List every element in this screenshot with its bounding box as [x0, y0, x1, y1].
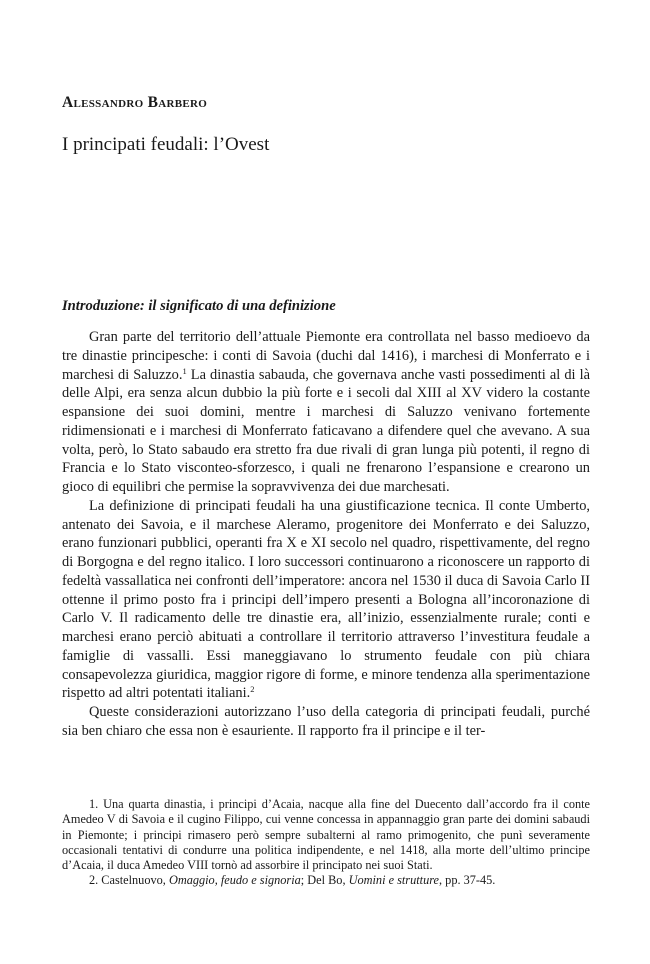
author-name: Alessandro Barbero — [62, 94, 208, 111]
footnote-ref-2: 2 — [250, 684, 255, 695]
footnote-2-title-2: Uomini e strutture — [348, 873, 440, 888]
paragraph-1-text-a: Gran parte del territorio dell’attuale Piemonte era controllata nel basso medioevo da tre dinastie principesche: i conti di Savoia (duchi dal 1416), i marchesi di Monferrato e i marchesi di Saluzzo. — [62, 329, 590, 383]
footnote-2-part-c: ; Del Bo, — [300, 873, 349, 888]
paragraph-3 — [62, 703, 590, 741]
footnote-2 — [62, 873, 590, 888]
body-text — [62, 328, 590, 741]
footnote-1: 1. Una quarta dinastia, i principi d’Acaia, nacque alla fine del Duecento dall’accordo fra il conte Amedeo V di Savoia e il cugino Filippo, cui venne concessa in appannaggio gran parte dei domini sabaudi in Piemonte; i principi rimasero però sempre subalterni al ramo primogenito, che punì severamente occasionali tentativi di condurre una politica indipendente, e nel 1418, alla morte dell’ultimo principe d’Acaia, il duca Amedeo VIII tornò ad assorbire il principato nei suoi Stati. — [62, 797, 590, 873]
paragraph-2-text-a: La definizione di principati feudali ha una giustificazione tecnica. Il conte Umberto, antenato dei Savoia, e il marchese Aleramo, progenitore dei Monferrato e dei Saluzzo, erano funzionari pubblici, operanti fra X e XI secolo nel quadro, rispettivamente, del regno di Borgogna e del regno italico. I loro successori continuarono a riconoscere un rapporto di fedeltà vassallatica nei confronti dell’imperatore: ancora nel 1530 il duca di Savoia Carlo II ottenne il primo posto fra i principi dell’impero presenti a Bologna all’incoronazione di Carlo V. Il radicamento delle tre dinastie era, all’inizio, essenzialmente rurale; conti e marchesi erano perciò abituati a controllare il territorio attraverso l’investitura feudale a famiglie di vassalli. Essi maneggiavano lo strumento feudale con più chiara consapevolezza giuridica, maggior rigore di forme, e minore tendenza alla sperimentazione rispetto ad altri potentati italiani. — [62, 497, 590, 702]
footnote-ref-1: 1 — [182, 365, 187, 376]
paragraph-3-text: Queste considerazioni autorizzano l’uso della categoria di principati feudali, purché sia ben chiaro che essa non è esauriente. Il rapporto fra il principe e il ter- — [62, 704, 590, 739]
chapter-title: I principati feudali: l’Ovest — [62, 134, 270, 155]
footnote-2-part-e: , pp. 37-45. — [439, 873, 496, 888]
footnote-2-part-a: 2. Castelnuovo, — [89, 873, 169, 888]
paragraph-1 — [62, 328, 590, 497]
paragraph-2 — [62, 497, 590, 703]
paragraph-1-text-b: La dinastia sabauda, che governava anche vasti possedimenti al di là delle Alpi, era senza alcun dubbio la più forte e i secoli dal XIII al XV videro la costante espansione dei suoi domini, mentre i marchesi di Saluzzo venivano fortemente ridimensionati e i marchesi di Monferrato faticavano a difendere quel che avevano. A sua volta, però, lo Stato sabaudo era stretto fra due rivali di gran lunga più potenti, il regno di Francia e lo Stato viscontеo-sforzesco, i quali ne frenarono l’espansione e crearono un gioco di equilibri che permise la sopravvivenza dei due marchesati. — [62, 366, 591, 495]
footnotes — [62, 797, 590, 889]
section-heading: Introduzione: il significato di una definizione — [62, 298, 336, 314]
footnote-2-title-1: Omaggio, feudo e signoria — [168, 873, 301, 888]
